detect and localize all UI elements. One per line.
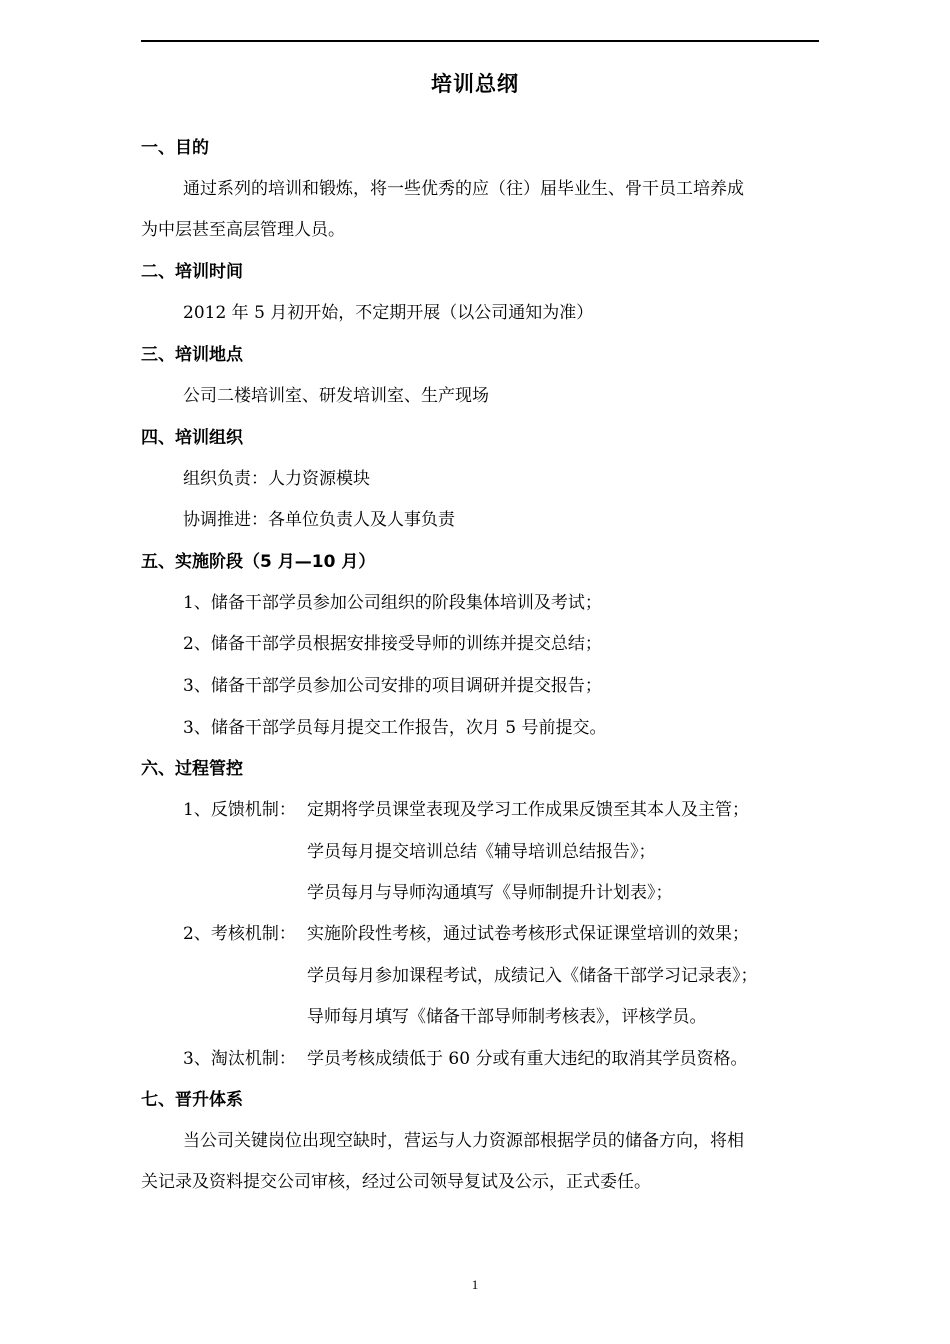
paragraph-line: 关记录及资料提交公司审核，经过公司领导复试及公示，正式委任。 xyxy=(141,1172,651,1192)
header-rule xyxy=(141,40,819,42)
section-heading-purpose: 一、目的 xyxy=(141,138,209,158)
paragraph-line: 协调推进：各单位负责人及人事负责 xyxy=(183,510,455,530)
paragraph-line: 公司二楼培训室、研发培训室、生产现场 xyxy=(183,386,489,406)
mechanism-item: 学员每月与导师沟通填写《导师制提升计划表》； xyxy=(307,883,673,903)
section-heading-time: 二、培训时间 xyxy=(141,262,243,282)
paragraph-line: 通过系列的培训和锻炼，将一些优秀的应（往）届毕业生、骨干员工培养成 xyxy=(183,179,744,199)
section-heading-location: 三、培训地点 xyxy=(141,345,243,365)
list-item: 3、储备干部学员每月提交工作报告，次月 5 号前提交。 xyxy=(183,718,607,738)
paragraph-line: 当公司关键岗位出现空缺时，营运与人力资源部根据学员的储备方向，将相 xyxy=(183,1131,744,1151)
mechanism-item: 导师每月填写《储备干部导师制考核表》，评核学员。 xyxy=(307,1007,707,1027)
document-title: 培训总纲 xyxy=(431,72,519,96)
mechanism-item: 学员每月提交培训总结《辅导培训总结报告》； xyxy=(307,842,656,862)
section-heading-organization: 四、培训组织 xyxy=(141,428,243,448)
section-heading-process-control: 六、过程管控 xyxy=(141,759,243,779)
list-item: 1、储备干部学员参加公司组织的阶段集体培训及考试； xyxy=(183,593,602,613)
mechanism-item: 学员考核成绩低于 60 分或有重大违纪的取消其学员资格。 xyxy=(307,1049,748,1069)
paragraph-line: 2012 年 5 月初开始，不定期开展（以公司通知为准） xyxy=(183,303,594,323)
section-heading-promotion: 七、晋升体系 xyxy=(141,1090,243,1110)
paragraph-line: 为中层甚至高层管理人员。 xyxy=(141,220,345,240)
page-number: 1 xyxy=(471,1277,479,1292)
mechanism-label-assessment: 2、考核机制： xyxy=(183,924,296,944)
list-item: 2、储备干部学员根据安排接受导师的训练并提交总结； xyxy=(183,634,602,654)
section-heading-implementation: 五、实施阶段（5 月—10 月） xyxy=(141,552,376,572)
mechanism-label-feedback: 1、反馈机制： xyxy=(183,800,296,820)
paragraph-line: 组织负责：人力资源模块 xyxy=(183,469,370,489)
mechanism-item: 定期将学员课堂表现及学习工作成果反馈至其本人及主管； xyxy=(307,800,749,820)
mechanism-item: 实施阶段性考核，通过试卷考核形式保证课堂培训的效果； xyxy=(307,924,749,944)
list-item: 3、储备干部学员参加公司安排的项目调研并提交报告； xyxy=(183,676,602,696)
mechanism-item: 学员每月参加课程考试，成绩记入《储备干部学习记录表》； xyxy=(307,966,758,986)
mechanism-label-elimination: 3、淘汰机制： xyxy=(183,1049,296,1069)
